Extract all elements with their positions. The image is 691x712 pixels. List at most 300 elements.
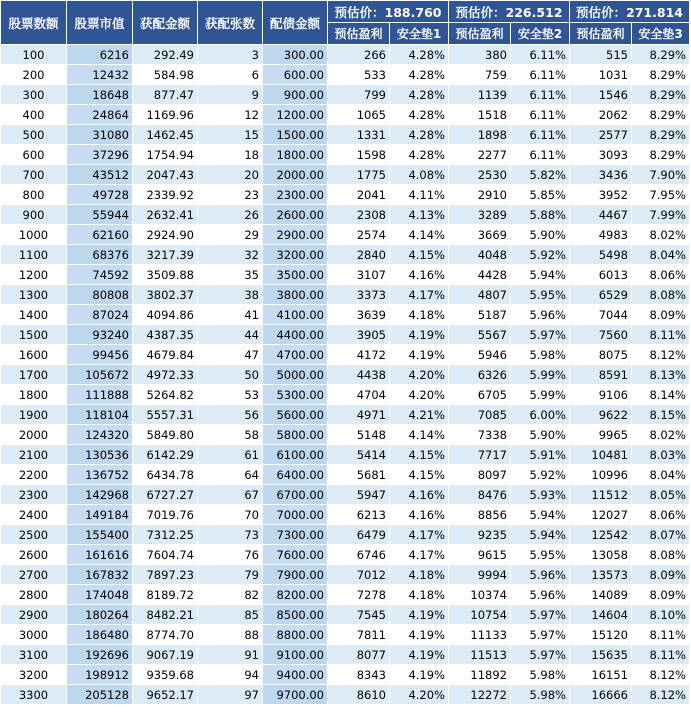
cell-profit-3: 1546 bbox=[570, 85, 632, 105]
cell-bond-amount: 6400.00 bbox=[263, 465, 328, 485]
table-row bbox=[1, 185, 690, 205]
cell-market-value: 142968 bbox=[67, 485, 133, 505]
cell-profit-3: 2577 bbox=[570, 125, 632, 145]
cell-bond-amount: 2000.00 bbox=[263, 165, 328, 185]
cell-safety-1: 4.28% bbox=[390, 125, 449, 145]
cell-bond-amount: 9100.00 bbox=[263, 645, 328, 665]
cell-profit-1: 1331 bbox=[328, 125, 390, 145]
cell-safety-1: 4.18% bbox=[390, 565, 449, 585]
cell-profit-3: 12027 bbox=[570, 505, 632, 525]
table-row bbox=[1, 85, 690, 105]
cell-profit-2: 7085 bbox=[449, 405, 511, 425]
table-row bbox=[1, 45, 690, 65]
cell-profit-3: 4467 bbox=[570, 205, 632, 225]
cell-profit-2: 8476 bbox=[449, 485, 511, 505]
cell-market-value: 43512 bbox=[67, 165, 133, 185]
cell-profit-2: 759 bbox=[449, 65, 511, 85]
table-row bbox=[1, 525, 690, 545]
cell-award-amount: 9067.19 bbox=[133, 645, 198, 665]
cell-profit-2: 2530 bbox=[449, 165, 511, 185]
cell-bond-amount: 2300.00 bbox=[263, 185, 328, 205]
cell-safety-1: 4.28% bbox=[390, 85, 449, 105]
cell-safety-1: 4.28% bbox=[390, 105, 449, 125]
cell-bond-amount: 8500.00 bbox=[263, 605, 328, 625]
cell-profit-3: 8591 bbox=[570, 365, 632, 385]
cell-shares: 2100 bbox=[1, 445, 67, 465]
cell-bond-amount: 4700.00 bbox=[263, 345, 328, 365]
cell-safety-3: 7.90% bbox=[632, 165, 690, 185]
cell-safety-3: 8.09% bbox=[632, 565, 690, 585]
cell-profit-1: 2041 bbox=[328, 185, 390, 205]
cell-bond-amount: 8800.00 bbox=[263, 625, 328, 645]
cell-profit-3: 8075 bbox=[570, 345, 632, 365]
cell-safety-1: 4.16% bbox=[390, 485, 449, 505]
cell-safety-2: 5.98% bbox=[511, 685, 570, 705]
cell-profit-3: 16666 bbox=[570, 685, 632, 705]
cell-profit-2: 4048 bbox=[449, 245, 511, 265]
cell-bond-amount: 4400.00 bbox=[263, 325, 328, 345]
cell-award-amount: 7897.23 bbox=[133, 565, 198, 585]
cell-bond-amount: 600.00 bbox=[263, 65, 328, 85]
cell-safety-1: 4.15% bbox=[390, 445, 449, 465]
cell-bond-amount: 7300.00 bbox=[263, 525, 328, 545]
cell-safety-2: 5.98% bbox=[511, 665, 570, 685]
cell-profit-3: 14604 bbox=[570, 605, 632, 625]
cell-award-amount: 7019.76 bbox=[133, 505, 198, 525]
cell-market-value: 99456 bbox=[67, 345, 133, 365]
cell-profit-2: 6705 bbox=[449, 385, 511, 405]
cell-award-count: 82 bbox=[198, 585, 263, 605]
cell-award-amount: 3802.37 bbox=[133, 285, 198, 305]
cell-safety-1: 4.14% bbox=[390, 225, 449, 245]
cell-shares: 600 bbox=[1, 145, 67, 165]
cell-award-count: 32 bbox=[198, 245, 263, 265]
cell-profit-2: 6326 bbox=[449, 365, 511, 385]
cell-profit-3: 3952 bbox=[570, 185, 632, 205]
cell-award-amount: 6727.27 bbox=[133, 485, 198, 505]
cell-profit-3: 13058 bbox=[570, 545, 632, 565]
cell-safety-3: 8.08% bbox=[632, 285, 690, 305]
cell-safety-1: 4.13% bbox=[390, 205, 449, 225]
cell-award-count: 64 bbox=[198, 465, 263, 485]
cell-shares: 1000 bbox=[1, 225, 67, 245]
cell-shares: 200 bbox=[1, 65, 67, 85]
cell-award-amount: 5264.82 bbox=[133, 385, 198, 405]
cell-safety-2: 5.95% bbox=[511, 285, 570, 305]
cell-safety-1: 4.28% bbox=[390, 65, 449, 85]
cell-bond-amount: 5300.00 bbox=[263, 385, 328, 405]
cell-safety-3: 8.10% bbox=[632, 605, 690, 625]
cell-bond-amount: 3500.00 bbox=[263, 265, 328, 285]
cell-safety-2: 5.88% bbox=[511, 205, 570, 225]
cell-profit-1: 3905 bbox=[328, 325, 390, 345]
table-row bbox=[1, 265, 690, 285]
cell-market-value: 161616 bbox=[67, 545, 133, 565]
cell-safety-1: 4.14% bbox=[390, 425, 449, 445]
cell-profit-1: 8610 bbox=[328, 685, 390, 705]
header-bond-amount: 配债金额 bbox=[263, 1, 328, 45]
cell-profit-2: 2277 bbox=[449, 145, 511, 165]
cell-award-count: 61 bbox=[198, 445, 263, 465]
cell-safety-1: 4.15% bbox=[390, 465, 449, 485]
cell-profit-3: 6529 bbox=[570, 285, 632, 305]
cell-award-count: 38 bbox=[198, 285, 263, 305]
cell-award-amount: 6434.78 bbox=[133, 465, 198, 485]
cell-safety-1: 4.28% bbox=[390, 145, 449, 165]
cell-profit-3: 10481 bbox=[570, 445, 632, 465]
cell-safety-2: 5.97% bbox=[511, 625, 570, 645]
cell-award-count: 88 bbox=[198, 625, 263, 645]
header-profit-2: 预估盈利 bbox=[449, 23, 511, 45]
cell-safety-1: 4.11% bbox=[390, 185, 449, 205]
cell-market-value: 192696 bbox=[67, 645, 133, 665]
cell-profit-3: 9622 bbox=[570, 405, 632, 425]
cell-award-count: 6 bbox=[198, 65, 263, 85]
cell-bond-amount: 9700.00 bbox=[263, 685, 328, 705]
cell-shares: 100 bbox=[1, 45, 67, 65]
cell-award-amount: 4972.33 bbox=[133, 365, 198, 385]
cell-profit-3: 12542 bbox=[570, 525, 632, 545]
cell-market-value: 186480 bbox=[67, 625, 133, 645]
header-price-2: 预估价：226.512 bbox=[449, 1, 570, 23]
cell-safety-3: 8.08% bbox=[632, 545, 690, 565]
cell-market-value: 105672 bbox=[67, 365, 133, 385]
cell-safety-1: 4.17% bbox=[390, 525, 449, 545]
cell-market-value: 174048 bbox=[67, 585, 133, 605]
cell-award-count: 47 bbox=[198, 345, 263, 365]
cell-profit-1: 266 bbox=[328, 45, 390, 65]
cell-shares: 2500 bbox=[1, 525, 67, 545]
cell-award-amount: 9359.68 bbox=[133, 665, 198, 685]
cell-market-value: 167832 bbox=[67, 565, 133, 585]
cell-safety-2: 6.11% bbox=[511, 65, 570, 85]
cell-market-value: 198912 bbox=[67, 665, 133, 685]
cell-award-count: 12 bbox=[198, 105, 263, 125]
cell-profit-1: 1065 bbox=[328, 105, 390, 125]
cell-safety-2: 5.91% bbox=[511, 445, 570, 465]
cell-bond-amount: 2900.00 bbox=[263, 225, 328, 245]
cell-profit-2: 1898 bbox=[449, 125, 511, 145]
cell-shares: 3100 bbox=[1, 645, 67, 665]
cell-safety-3: 8.04% bbox=[632, 465, 690, 485]
cell-safety-3: 8.12% bbox=[632, 665, 690, 685]
cell-award-count: 58 bbox=[198, 425, 263, 445]
cell-profit-2: 10374 bbox=[449, 585, 511, 605]
cell-shares: 400 bbox=[1, 105, 67, 125]
cell-market-value: 111888 bbox=[67, 385, 133, 405]
cell-safety-3: 8.12% bbox=[632, 345, 690, 365]
cell-award-amount: 7312.25 bbox=[133, 525, 198, 545]
cell-safety-3: 8.02% bbox=[632, 425, 690, 445]
cell-bond-amount: 6700.00 bbox=[263, 485, 328, 505]
cell-profit-1: 4971 bbox=[328, 405, 390, 425]
cell-award-amount: 6142.29 bbox=[133, 445, 198, 465]
cell-safety-2: 5.99% bbox=[511, 385, 570, 405]
cell-safety-3: 8.05% bbox=[632, 485, 690, 505]
cell-award-amount: 2632.41 bbox=[133, 205, 198, 225]
cell-safety-1: 4.08% bbox=[390, 165, 449, 185]
cell-award-count: 85 bbox=[198, 605, 263, 625]
cell-award-count: 41 bbox=[198, 305, 263, 325]
cell-profit-1: 6479 bbox=[328, 525, 390, 545]
cell-profit-1: 2574 bbox=[328, 225, 390, 245]
cell-safety-3: 8.29% bbox=[632, 125, 690, 145]
header-market-value: 股票市值 bbox=[67, 1, 133, 45]
cell-profit-2: 3669 bbox=[449, 225, 511, 245]
cell-profit-2: 8856 bbox=[449, 505, 511, 525]
header-award-count: 获配张数 bbox=[198, 1, 263, 45]
cell-shares: 1300 bbox=[1, 285, 67, 305]
cell-safety-2: 5.90% bbox=[511, 425, 570, 445]
header-safety-2: 安全垫2 bbox=[511, 23, 570, 45]
cell-market-value: 155400 bbox=[67, 525, 133, 545]
cell-profit-1: 7012 bbox=[328, 565, 390, 585]
cell-safety-1: 4.20% bbox=[390, 365, 449, 385]
cell-profit-1: 2840 bbox=[328, 245, 390, 265]
cell-profit-3: 11512 bbox=[570, 485, 632, 505]
cell-shares: 700 bbox=[1, 165, 67, 185]
cell-profit-2: 11892 bbox=[449, 665, 511, 685]
cell-profit-1: 4438 bbox=[328, 365, 390, 385]
cell-safety-2: 5.97% bbox=[511, 325, 570, 345]
cell-safety-3: 8.11% bbox=[632, 325, 690, 345]
cell-safety-1: 4.17% bbox=[390, 285, 449, 305]
cell-bond-amount: 7600.00 bbox=[263, 545, 328, 565]
cell-profit-3: 15635 bbox=[570, 645, 632, 665]
table-row bbox=[1, 365, 690, 385]
cell-profit-3: 7560 bbox=[570, 325, 632, 345]
table-header bbox=[1, 1, 690, 45]
table-row bbox=[1, 225, 690, 245]
cell-safety-1: 4.20% bbox=[390, 385, 449, 405]
table-row bbox=[1, 205, 690, 225]
cell-shares: 500 bbox=[1, 125, 67, 145]
cell-market-value: 12432 bbox=[67, 65, 133, 85]
cell-profit-1: 5947 bbox=[328, 485, 390, 505]
cell-safety-3: 8.12% bbox=[632, 685, 690, 705]
cell-safety-2: 6.11% bbox=[511, 145, 570, 165]
cell-market-value: 118104 bbox=[67, 405, 133, 425]
cell-profit-3: 2062 bbox=[570, 105, 632, 125]
cell-market-value: 80808 bbox=[67, 285, 133, 305]
header-safety-3: 安全垫3 bbox=[632, 23, 690, 45]
cell-award-count: 44 bbox=[198, 325, 263, 345]
table-row bbox=[1, 245, 690, 265]
cell-profit-3: 515 bbox=[570, 45, 632, 65]
header-profit-1: 预估盈利 bbox=[328, 23, 390, 45]
table-row bbox=[1, 665, 690, 685]
table-row bbox=[1, 405, 690, 425]
cell-safety-2: 5.92% bbox=[511, 465, 570, 485]
cell-bond-amount: 3800.00 bbox=[263, 285, 328, 305]
cell-award-count: 79 bbox=[198, 565, 263, 585]
cell-profit-1: 3107 bbox=[328, 265, 390, 285]
cell-profit-3: 6013 bbox=[570, 265, 632, 285]
cell-shares: 1700 bbox=[1, 365, 67, 385]
cell-safety-1: 4.19% bbox=[390, 605, 449, 625]
cell-market-value: 180264 bbox=[67, 605, 133, 625]
cell-shares: 2000 bbox=[1, 425, 67, 445]
cell-award-count: 20 bbox=[198, 165, 263, 185]
header-profit-3: 预估盈利 bbox=[570, 23, 632, 45]
cell-profit-3: 16151 bbox=[570, 665, 632, 685]
cell-profit-3: 3436 bbox=[570, 165, 632, 185]
cell-safety-3: 8.29% bbox=[632, 65, 690, 85]
cell-safety-1: 4.19% bbox=[390, 625, 449, 645]
cell-award-count: 29 bbox=[198, 225, 263, 245]
cell-shares: 900 bbox=[1, 205, 67, 225]
cell-profit-1: 4172 bbox=[328, 345, 390, 365]
cell-safety-1: 4.28% bbox=[390, 45, 449, 65]
header-safety-1: 安全垫1 bbox=[390, 23, 449, 45]
table-body bbox=[1, 45, 690, 705]
cell-safety-3: 8.09% bbox=[632, 585, 690, 605]
cell-market-value: 136752 bbox=[67, 465, 133, 485]
cell-award-count: 94 bbox=[198, 665, 263, 685]
cell-award-amount: 584.98 bbox=[133, 65, 198, 85]
cell-shares: 1800 bbox=[1, 385, 67, 405]
cell-safety-3: 8.15% bbox=[632, 405, 690, 425]
cell-profit-2: 1518 bbox=[449, 105, 511, 125]
cell-safety-3: 8.07% bbox=[632, 525, 690, 545]
cell-safety-2: 5.93% bbox=[511, 485, 570, 505]
cell-profit-2: 9615 bbox=[449, 545, 511, 565]
cell-market-value: 31080 bbox=[67, 125, 133, 145]
cell-profit-2: 4807 bbox=[449, 285, 511, 305]
cell-shares: 800 bbox=[1, 185, 67, 205]
cell-safety-3: 8.11% bbox=[632, 645, 690, 665]
cell-award-count: 91 bbox=[198, 645, 263, 665]
cell-profit-3: 3093 bbox=[570, 145, 632, 165]
cell-profit-2: 9994 bbox=[449, 565, 511, 585]
cell-award-amount: 8189.72 bbox=[133, 585, 198, 605]
cell-profit-3: 10996 bbox=[570, 465, 632, 485]
cell-safety-3: 8.29% bbox=[632, 85, 690, 105]
cell-market-value: 37296 bbox=[67, 145, 133, 165]
cell-shares: 3300 bbox=[1, 685, 67, 705]
cell-safety-1: 4.16% bbox=[390, 265, 449, 285]
cell-award-amount: 2924.90 bbox=[133, 225, 198, 245]
cell-bond-amount: 3200.00 bbox=[263, 245, 328, 265]
table-row bbox=[1, 685, 690, 705]
cell-bond-amount: 1500.00 bbox=[263, 125, 328, 145]
cell-profit-3: 15120 bbox=[570, 625, 632, 645]
cell-award-count: 67 bbox=[198, 485, 263, 505]
cell-profit-2: 11133 bbox=[449, 625, 511, 645]
cell-bond-amount: 5600.00 bbox=[263, 405, 328, 425]
cell-safety-1: 4.15% bbox=[390, 245, 449, 265]
cell-safety-2: 5.97% bbox=[511, 605, 570, 625]
cell-market-value: 6216 bbox=[67, 45, 133, 65]
cell-award-amount: 3509.88 bbox=[133, 265, 198, 285]
cell-award-amount: 4387.35 bbox=[133, 325, 198, 345]
cell-profit-3: 1031 bbox=[570, 65, 632, 85]
cell-safety-3: 8.11% bbox=[632, 625, 690, 645]
table-row bbox=[1, 285, 690, 305]
cell-bond-amount: 9400.00 bbox=[263, 665, 328, 685]
cell-bond-amount: 1800.00 bbox=[263, 145, 328, 165]
cell-bond-amount: 4100.00 bbox=[263, 305, 328, 325]
cell-profit-1: 4704 bbox=[328, 385, 390, 405]
table-row bbox=[1, 345, 690, 365]
cell-safety-3: 7.95% bbox=[632, 185, 690, 205]
cell-market-value: 18648 bbox=[67, 85, 133, 105]
cell-shares: 1400 bbox=[1, 305, 67, 325]
cell-safety-1: 4.16% bbox=[390, 505, 449, 525]
table-row bbox=[1, 485, 690, 505]
table-row bbox=[1, 145, 690, 165]
cell-award-count: 18 bbox=[198, 145, 263, 165]
table-row bbox=[1, 605, 690, 625]
cell-bond-amount: 5000.00 bbox=[263, 365, 328, 385]
cell-award-amount: 9652.17 bbox=[133, 685, 198, 705]
cell-profit-3: 5498 bbox=[570, 245, 632, 265]
cell-profit-1: 3373 bbox=[328, 285, 390, 305]
cell-award-count: 56 bbox=[198, 405, 263, 425]
cell-award-amount: 8482.21 bbox=[133, 605, 198, 625]
cell-award-amount: 2047.43 bbox=[133, 165, 198, 185]
cell-profit-1: 7545 bbox=[328, 605, 390, 625]
cell-shares: 1500 bbox=[1, 325, 67, 345]
cell-market-value: 130536 bbox=[67, 445, 133, 465]
cell-bond-amount: 7000.00 bbox=[263, 505, 328, 525]
cell-profit-2: 1139 bbox=[449, 85, 511, 105]
table-row bbox=[1, 125, 690, 145]
cell-award-count: 50 bbox=[198, 365, 263, 385]
cell-market-value: 68376 bbox=[67, 245, 133, 265]
cell-award-amount: 5849.80 bbox=[133, 425, 198, 445]
cell-safety-2: 5.92% bbox=[511, 245, 570, 265]
cell-safety-2: 5.82% bbox=[511, 165, 570, 185]
cell-profit-1: 8077 bbox=[328, 645, 390, 665]
cell-safety-2: 5.99% bbox=[511, 365, 570, 385]
cell-award-count: 9 bbox=[198, 85, 263, 105]
cell-profit-3: 9965 bbox=[570, 425, 632, 445]
cell-bond-amount: 6100.00 bbox=[263, 445, 328, 465]
cell-profit-2: 9235 bbox=[449, 525, 511, 545]
cell-safety-3: 8.13% bbox=[632, 365, 690, 385]
cell-shares: 2400 bbox=[1, 505, 67, 525]
table-row bbox=[1, 105, 690, 125]
cell-shares: 3000 bbox=[1, 625, 67, 645]
table-row bbox=[1, 65, 690, 85]
cell-safety-3: 7.99% bbox=[632, 205, 690, 225]
cell-profit-2: 5946 bbox=[449, 345, 511, 365]
cell-market-value: 205128 bbox=[67, 685, 133, 705]
cell-market-value: 74592 bbox=[67, 265, 133, 285]
cell-profit-1: 1598 bbox=[328, 145, 390, 165]
cell-safety-1: 4.19% bbox=[390, 665, 449, 685]
cell-award-amount: 292.49 bbox=[133, 45, 198, 65]
cell-bond-amount: 1200.00 bbox=[263, 105, 328, 125]
table-row bbox=[1, 645, 690, 665]
cell-profit-2: 8097 bbox=[449, 465, 511, 485]
cell-award-amount: 2339.92 bbox=[133, 185, 198, 205]
cell-safety-3: 8.29% bbox=[632, 45, 690, 65]
cell-award-count: 53 bbox=[198, 385, 263, 405]
cell-profit-2: 12272 bbox=[449, 685, 511, 705]
cell-award-amount: 877.47 bbox=[133, 85, 198, 105]
cell-award-amount: 1462.45 bbox=[133, 125, 198, 145]
cell-shares: 2800 bbox=[1, 585, 67, 605]
cell-profit-1: 5681 bbox=[328, 465, 390, 485]
cell-award-count: 26 bbox=[198, 205, 263, 225]
header-shares: 股票数额 bbox=[1, 1, 67, 45]
cell-profit-1: 7278 bbox=[328, 585, 390, 605]
cell-profit-1: 6213 bbox=[328, 505, 390, 525]
table-row bbox=[1, 425, 690, 445]
cell-safety-2: 5.96% bbox=[511, 585, 570, 605]
